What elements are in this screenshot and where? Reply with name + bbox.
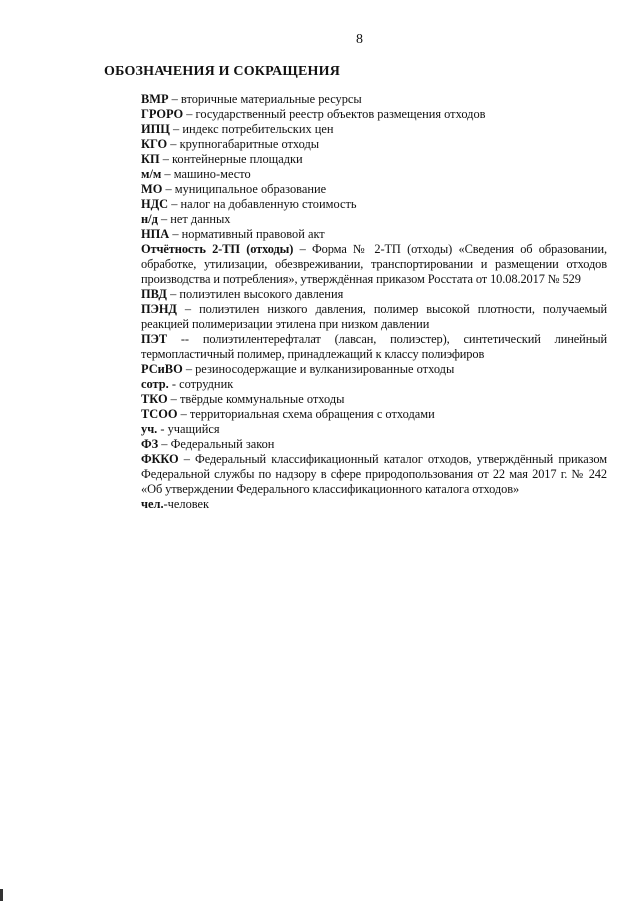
abbreviation-definition: – крупногабаритные отходы bbox=[167, 137, 320, 151]
abbreviation-entry bbox=[141, 242, 607, 287]
abbreviation-definition: – Федеральный закон bbox=[158, 437, 275, 451]
abbreviation-term: н/д bbox=[141, 212, 158, 226]
abbreviation-definition: – государственный реестр объектов размещения отходов bbox=[183, 107, 486, 121]
page-number: 8 bbox=[356, 32, 363, 47]
abbreviation-definition: – индекс потребительских цен bbox=[169, 122, 334, 136]
abbreviation-term: ФККО bbox=[141, 452, 179, 466]
abbreviation-term: КП bbox=[141, 152, 160, 166]
abbreviation-definition: – твёрдые коммунальные отходы bbox=[167, 392, 345, 406]
abbreviation-definition: – нормативный правовой акт bbox=[169, 227, 325, 241]
abbreviation-entry bbox=[141, 107, 607, 122]
abbreviation-definition: – муниципальное образование bbox=[162, 182, 327, 196]
abbreviation-term: КГО bbox=[141, 137, 168, 151]
abbreviation-definition: – Федеральный классификационный каталог отходов, утверждённый приказом Федеральной службы по надзору в сфере природопользования от 22 мая 2017 г. № 242 «Об утверждении Федерального классификационного каталога отходов» bbox=[141, 452, 607, 496]
abbreviation-term: м/м bbox=[141, 167, 162, 181]
abbreviation-term: ПЭНД bbox=[141, 302, 177, 316]
abbreviation-term: ФЗ bbox=[141, 437, 159, 451]
abbreviation-term: ПЭТ bbox=[141, 332, 168, 346]
abbreviation-definition: – вторичные материальные ресурсы bbox=[168, 92, 362, 106]
abbreviation-entry bbox=[141, 392, 607, 407]
abbreviation-term: МО bbox=[141, 182, 163, 196]
abbreviation-definition: – полиэтилен высокого давления bbox=[166, 287, 344, 301]
abbreviation-entry bbox=[141, 452, 607, 497]
abbreviation-term: ГРОРО bbox=[141, 107, 184, 121]
abbreviation-definition: – машино-место bbox=[161, 167, 251, 181]
abbreviation-term: ТСОО bbox=[141, 407, 178, 421]
abbreviation-entry bbox=[141, 92, 607, 107]
abbreviation-entry bbox=[141, 407, 607, 422]
abbreviation-definition: – Форма № 2-ТП (отходы) «Сведения об образовании, обработке, утилизации, обезвреживании, транспортировании и размещении отходов производства и потребления», утверждённая приказом Росстата от 10.08.2017 № 529 bbox=[141, 242, 607, 286]
abbreviation-entry bbox=[141, 137, 607, 152]
abbreviation-term: НДС bbox=[141, 197, 169, 211]
abbreviation-term: Отчётность 2-ТП (отходы) bbox=[141, 242, 294, 256]
abbreviation-entry bbox=[141, 332, 607, 362]
abbreviation-term: сотр. bbox=[141, 377, 169, 391]
abbreviation-definition: – нет данных bbox=[157, 212, 231, 226]
abbreviation-definition: – территориальная схема обращения с отходами bbox=[177, 407, 435, 421]
abbreviation-definition: -- полиэтилентерефталат (лавсан, полиэстер), синтетический линейный термопластичный полимер, принадлежащий к классу полиэфиров bbox=[141, 332, 607, 361]
section-title: ОБОЗНАЧЕНИЯ И СОКРАЩЕНИЯ bbox=[104, 64, 341, 79]
abbreviations-list bbox=[141, 92, 607, 512]
abbreviation-term: РСиВО bbox=[141, 362, 183, 376]
abbreviation-definition: - учащийся bbox=[157, 422, 220, 436]
abbreviation-entry bbox=[141, 227, 607, 242]
abbreviation-definition: – контейнерные площадки bbox=[159, 152, 303, 166]
abbreviation-term: ТКО bbox=[141, 392, 168, 406]
abbreviation-definition: – налог на добавленную стоимость bbox=[168, 197, 357, 211]
abbreviation-entry bbox=[141, 287, 607, 302]
abbreviation-entry bbox=[141, 182, 607, 197]
abbreviation-term: ВМР bbox=[141, 92, 169, 106]
abbreviation-definition: – резиносодержащие и вулканизированные отходы bbox=[182, 362, 455, 376]
abbreviation-term: ИПЦ bbox=[141, 122, 170, 136]
abbreviation-entry bbox=[141, 497, 607, 512]
abbreviation-entry bbox=[141, 167, 607, 182]
abbreviation-term: ПВД bbox=[141, 287, 167, 301]
abbreviation-entry bbox=[141, 302, 607, 332]
abbreviation-entry bbox=[141, 152, 607, 167]
abbreviation-entry bbox=[141, 422, 607, 437]
abbreviation-entry bbox=[141, 122, 607, 137]
abbreviation-term: чел. bbox=[141, 497, 164, 511]
abbreviation-entry bbox=[141, 377, 607, 392]
abbreviation-entry bbox=[141, 212, 607, 227]
abbreviation-term: НПА bbox=[141, 227, 170, 241]
abbreviation-definition: - сотрудник bbox=[168, 377, 234, 391]
abbreviation-entry bbox=[141, 437, 607, 452]
abbreviation-entry bbox=[141, 197, 607, 212]
abbreviation-definition: – полиэтилен низкого давления, полимер высокой плотности, получаемый реакцией полимеризации этилена при низком давлении bbox=[141, 302, 607, 331]
scan-edge-mark bbox=[0, 889, 3, 901]
abbreviation-entry bbox=[141, 362, 607, 377]
abbreviation-term: уч. bbox=[141, 422, 158, 436]
abbreviation-definition: -человек bbox=[163, 497, 210, 511]
